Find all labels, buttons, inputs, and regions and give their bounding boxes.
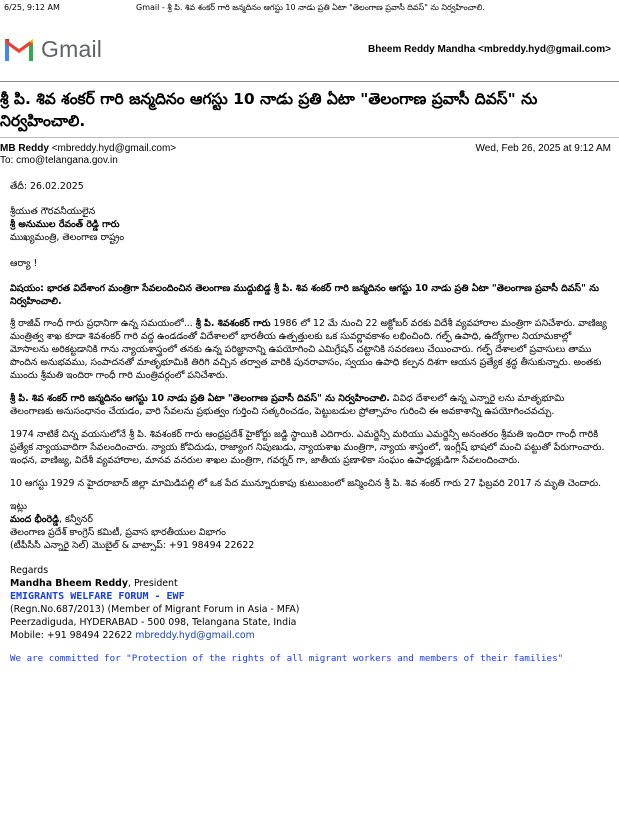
addressee-name: శ్రీ అనుముల రేవంత్ రెడ్డి గారు (10, 219, 120, 230)
signatory-role: , కన్వీనర్ (59, 514, 93, 525)
signature-mobile: Mobile: +91 98494 22622 (10, 630, 136, 641)
signatory (10, 513, 610, 526)
regards: Regards (10, 565, 49, 576)
signatory-org: తెలంగాణ ప్రదేశ్ కాంగ్రెస్ కమిటీ, ప్రవాస భారతీయుల విభాగం (10, 527, 226, 538)
sender-name: MB Reddy (0, 143, 49, 154)
paragraph-4: 10 ఆగస్టు 1929 న హైదరాబాద్ జిల్లా మామిడిపల్లి లో ఒక పేద మున్నూరుకాపు కుటుంబంలో జన్మించిన శ్రీ పి. శివ శంకర్ గారు 27 ఫిబ్రవరి 2017 న మృతి చెందారు. (10, 478, 602, 489)
letter-subject: విషయం: భారత విదేశాంగ మంత్రిగా సేవలందించిన తెలంగాణ ముద్దుబిడ్డ శ్రీ పి. శివ శంకర్ గారి జన్మదినం ఆగస్టు 10 నాడు ప్రతి ఏటా "తెలంగాణ ప్రవాసీ దివస్" ను నిర్వహించాలి. (10, 283, 600, 307)
gmail-m-icon (3, 37, 35, 61)
signatory-contact: (టీపీసీసీ ఎన్నారై సెల్) మొబైల్ & వాట్సాప్: +91 98494 22622 (10, 540, 255, 551)
message-date: Wed, Feb 26, 2025 at 9:12 AM (475, 143, 611, 154)
signatory-name: మంద భీంరెడ్డి (10, 514, 60, 525)
signature-registration: (Regn.No.687/2013) (Member of Migrant Forum in Asia - MFA) (10, 604, 300, 615)
letter-date: తేదీ: 26.02.2025 (10, 181, 84, 192)
signature-email-link[interactable]: mbreddy.hyd@gmail.com (135, 630, 255, 641)
signature-title: , President (127, 578, 178, 589)
print-title: Gmail - శ్రీ పి. శివ శంకర్ గారి జన్మదినం ఆగస్టు 10 నాడు ప్రతి ఏటా "తెలంగాణ ప్రవాసీ దివస్" ను నిర్వహించాలి. (136, 3, 485, 12)
closing: ఇట్లు (10, 501, 27, 512)
header-divider (0, 81, 619, 82)
gmail-wordmark: Gmail (41, 35, 103, 62)
signature-person: Mandha Bheem Reddy (10, 578, 128, 589)
signature-motto: We are committed for "Protection of the rights of all migrant workers and members of their families" (10, 653, 564, 664)
paragraph-2-text: వివిధ దేశాలలో ఉన్న ఎన్నారై లను మాతృభూమి తెలంగాణకు అనుసంధానం చేయడం, వారి సేవలను ప్రభుత్వం గుర్తించి సత్కరించడం, పెట్టుబడుల ప్రోత్సాహం గురించి ఈ అవకాశాన్ని ఉపయోగించవచ్చు. (10, 393, 565, 417)
addressee-line: శ్రీయుత గౌరవనీయులైన (10, 206, 96, 217)
signature-address: Peerzadiguda, HYDERABAD - 500 098, Telangana State, India (10, 617, 297, 628)
gmail-logo (3, 32, 102, 66)
paragraph-3: 1974 నాటికే చిన్న వయసులోనే శ్రీ పి. శివశంకర్ గారు ఆంధ్రప్రదేశ్ హైకోర్టు జడ్జి స్థాయికి ఎదిగారు. ఎమర్జెన్సీ మరియు ఎమర్జెన్సీ అనంతరం శ్రీమతి ఇందిరా గాంధీ గారికి ప్రత్యేక న్యాయవాదిగా సేవలందించారు. న్యాయ కోవిదుడు, రాజ్యాంగ నిపుణుడు, న్యాయశాఖ మంత్రిగా, న్యాయ శాస్త్రంలో, ఇంగ్లీష్ భాషలో మంచి పట్టుతో పేరుగాంచారు. ఇంధన, వాణిజ్య, విదేశీ వ్యవహారాల, మానవ వనరుల శాఖల మంత్రిగా, గవర్నర్ గా, జాతీయ ప్రణాళికా సంఘం ఉపాధ్యక్షుడిగా సేవలందించారు. (10, 429, 605, 466)
signature-name (10, 577, 610, 590)
paragraph-1 (10, 317, 610, 382)
message-recipient: To: cmo@telangana.gov.in (0, 155, 118, 166)
signature-contact (10, 629, 610, 642)
signature-org: EMIGRANTS WELFARE FORUM - EWF (10, 591, 185, 602)
message-body (10, 180, 610, 665)
paragraph-2 (10, 392, 610, 418)
message-sender (0, 143, 176, 154)
paragraph-2-demand: శ్రీ పి. శివ శంకర్ గారి జన్మదినం ఆగస్టు 10 నాడు ప్రతి ఏటా "తెలంగాణ ప్రవాసీ దివస్" ను నిర్వహించాలి. (10, 393, 390, 404)
subject-divider (0, 137, 619, 138)
account-label: Bheem Reddy Mandha <mbreddy.hyd@gmail.com> (368, 44, 611, 55)
sender-email: <mbreddy.hyd@gmail.com> (51, 143, 177, 154)
paragraph-1-text: 1986 లో 12 మే నుంచి 22 అక్టోబర్ వరకు విదేశీ వ్యవహారాల మంత్రిగా పనిచేశారు. వాణిజ్య మంత్రిత్వ శాఖ కూడా శివశంకర్ గారి వద్ద ఉండడంతో విదేశాలలో భారతీయ ఉత్పత్తులకు ఒక సువర్ణావకాశం లభించింది. గల్ఫ్ ఉపాధి, ఉద్యోగాల నియామకాల్లో మోసాలను అరికట్టడానికి గాను న్యాయశాస్త్రంలో తనకు ఉన్న పరిజ్ఞానాన్ని ఉపయోగించి ఎమిగ్రేషన్ చట్టానికి సవరణలు చేయించారు. గల్ఫ్ దేశాలలో ప్రవాసులు తాము పొందిన అనుభవము, సంపాదనతో మాతృభూమికి తిరిగి వచ్చిన తర్వాత వారికి పునరావాసం, స్వయం ఉపాధి కల్పన దిశగా ఆయన ప్రత్యేక శ్రద్ధ తీసుకున్నారు. అంతకు ముందు శ్రీమతి ఇందిరా గాంధీ గారి మంత్రివర్గంలో పనిచేశారు. (10, 318, 607, 381)
print-timestamp: 6/25, 9:12 AM (4, 3, 60, 12)
addressee-title: ముఖ్యమంత్రి, తెలంగాణ రాష్ట్రం (10, 232, 125, 243)
print-header (0, 0, 619, 16)
paragraph-1-intro: శ్రీ రాజీవ్ గాంధీ గారు ప్రధానిగా ఉన్న సమయంలో... (10, 318, 196, 329)
paragraph-1-name: శ్రీ పి. శివశంకర్ గారు (195, 318, 271, 329)
salutation: ఆర్యా ! (10, 258, 38, 269)
thread-subject: శ్రీ పి. శివ శంకర్ గారి జన్మదినం ఆగస్టు 10 నాడు ప్రతి ఏటా "తెలంగాణ ప్రవాసీ దివస్" ను నిర్వహించాలి. (0, 90, 538, 130)
